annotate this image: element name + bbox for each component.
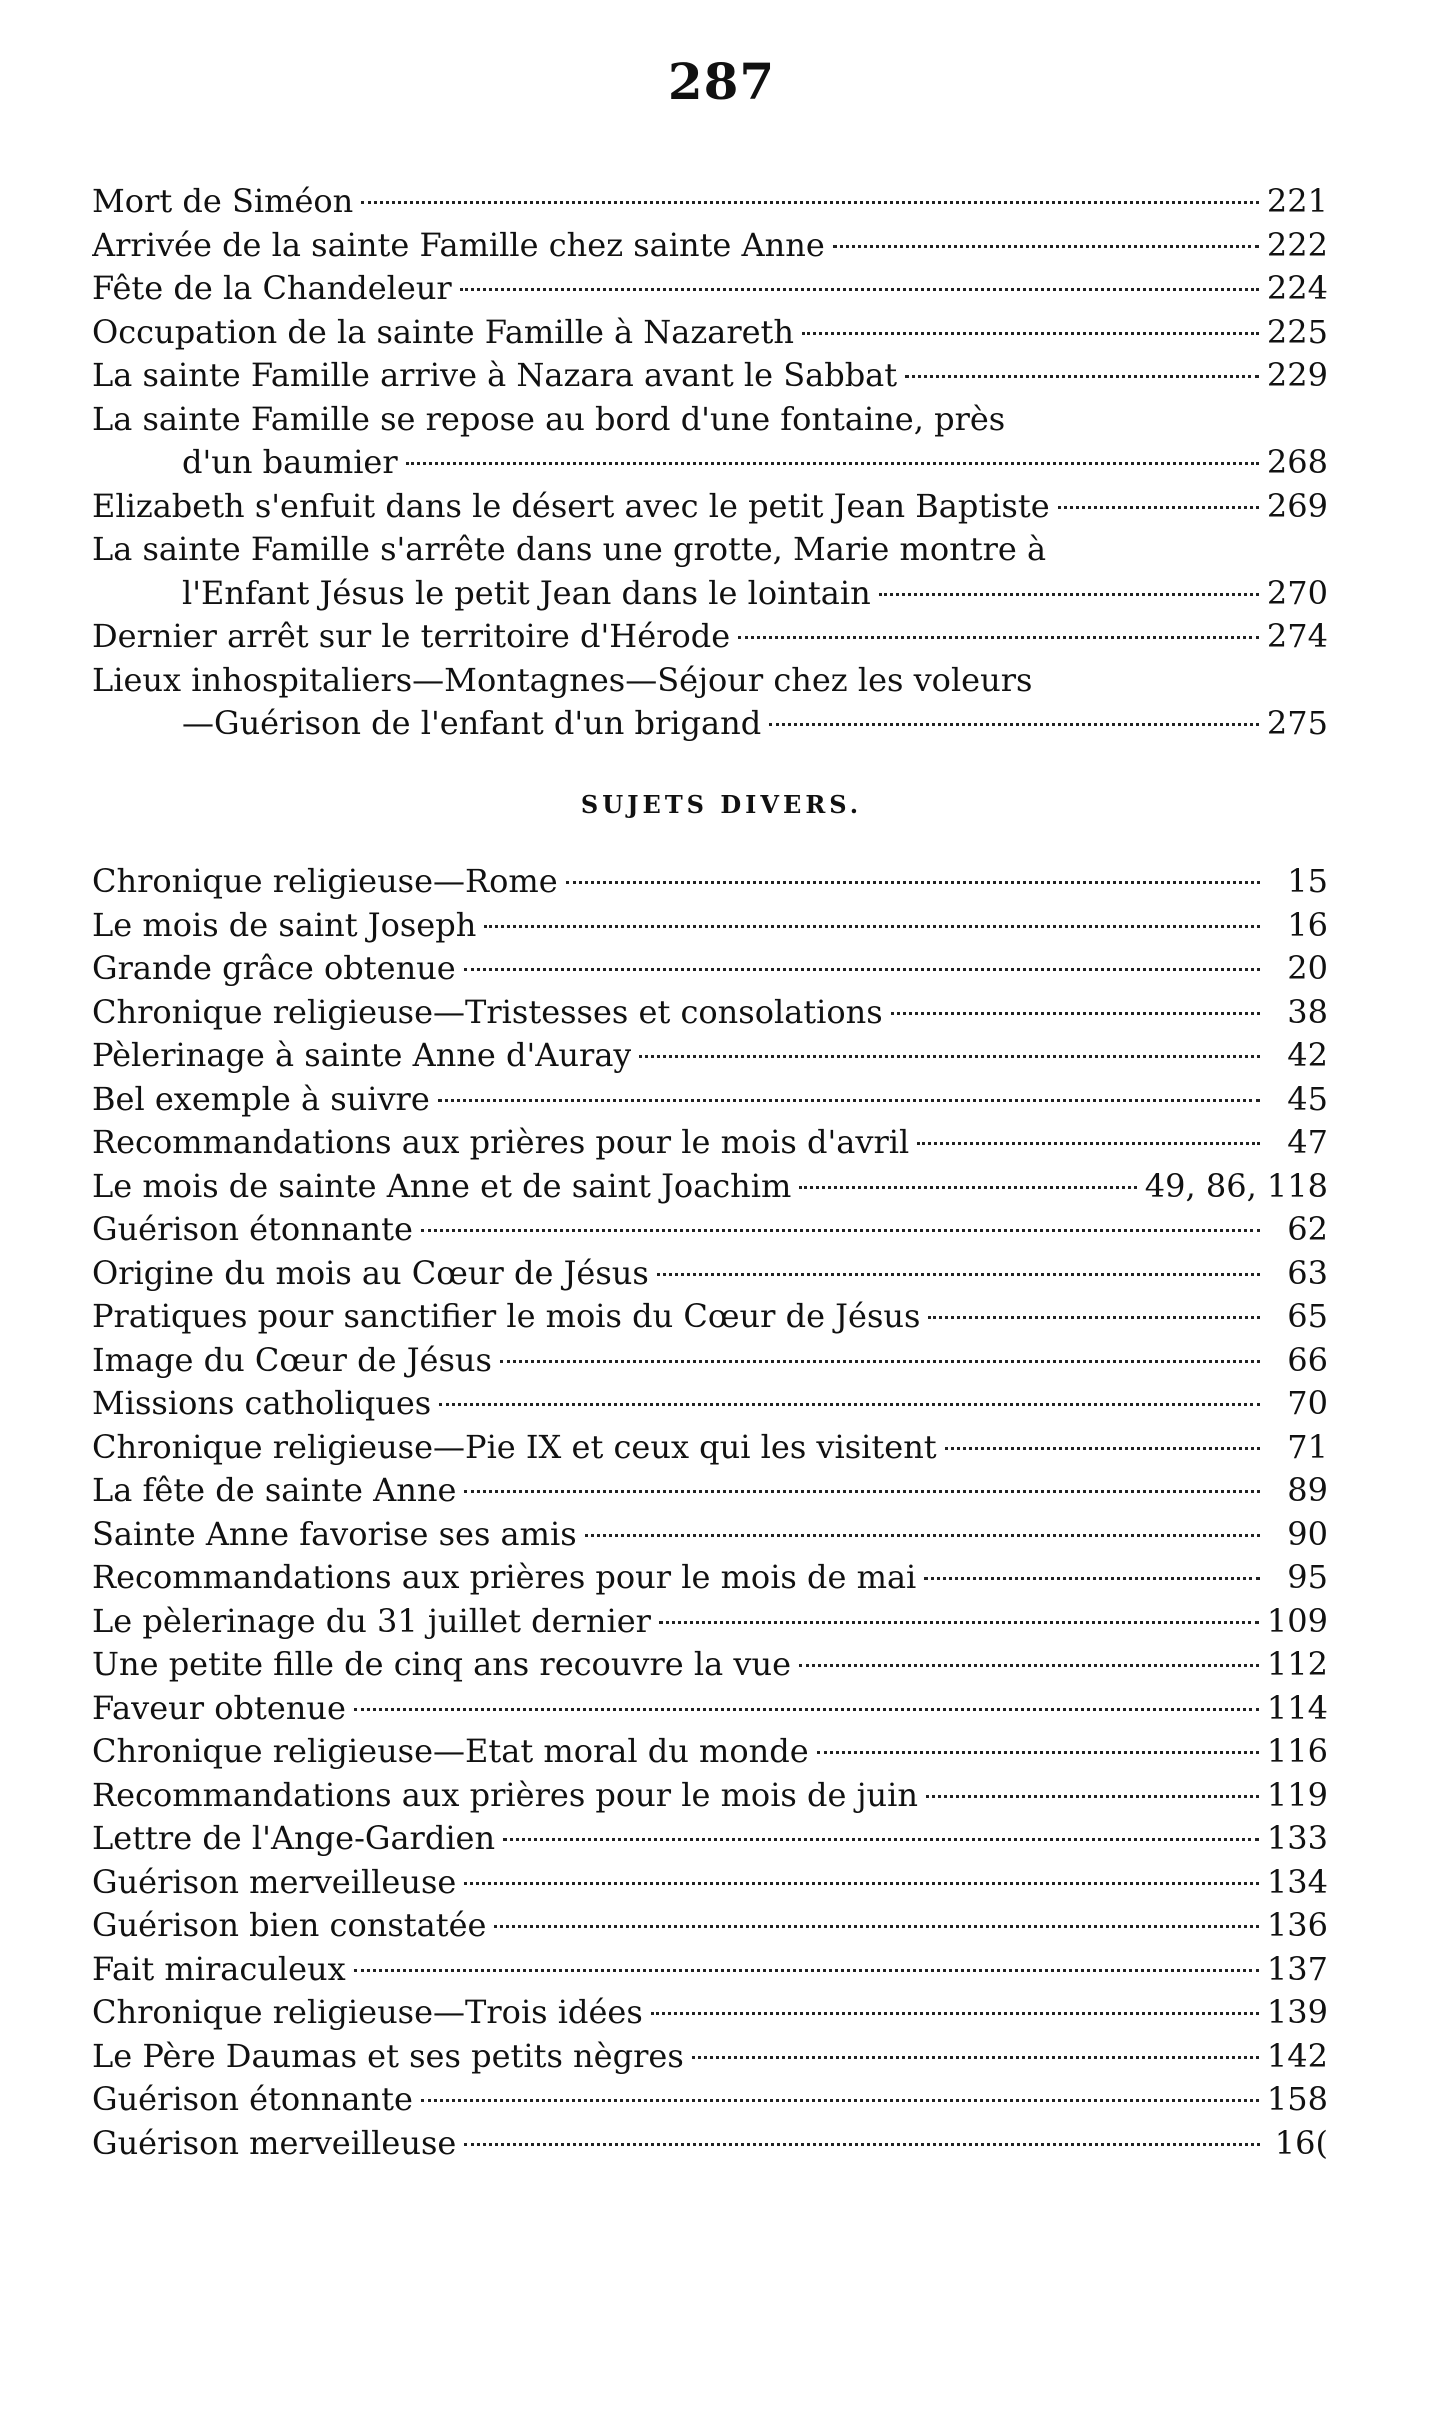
toc-entry-page: 95 — [1287, 1558, 1328, 1596]
toc-entry-page: 142 — [1266, 2036, 1328, 2075]
toc-entry — [92, 860, 1328, 904]
toc-entry — [92, 1948, 1328, 1992]
dot-leader — [833, 245, 1259, 248]
toc-entry-title: Recommandations aux prières pour le mois de juin — [92, 1775, 918, 1814]
toc-entry-page: 16( — [1274, 2123, 1328, 2162]
dot-leader — [438, 1099, 1260, 1102]
toc-entry — [92, 1513, 1328, 1557]
toc-entry-title: Le mois de sainte Anne et de saint Joachim — [92, 1166, 792, 1205]
dot-leader — [651, 2012, 1259, 2015]
toc-entry — [92, 1861, 1328, 1905]
toc-entry-title: Pèlerinage à sainte Anne d'Auray — [92, 1036, 632, 1074]
section-title: SUJETS DIVERS. — [580, 790, 863, 819]
toc-entry-title: Sainte Anne favorise ses amis — [92, 1514, 577, 1553]
toc-entry-title: Le pèlerinage du 31 juillet dernier — [92, 1601, 651, 1640]
toc-entry-title: Guérison bien constatée — [92, 1906, 487, 1944]
dot-leader — [361, 201, 1259, 204]
toc-entry-page: 136 — [1266, 1906, 1328, 1944]
toc-entry — [92, 354, 1328, 398]
dot-leader — [817, 1751, 1259, 1754]
toc-entry-page: 65 — [1287, 1297, 1328, 1335]
toc-entry — [92, 1382, 1328, 1426]
toc-entry-continuation — [92, 441, 1328, 485]
toc-entry-line — [92, 398, 1328, 442]
toc-entry — [92, 991, 1328, 1035]
toc-entry-page: 47 — [1287, 1123, 1328, 1161]
toc-entry — [92, 1817, 1328, 1861]
dot-leader — [464, 1882, 1259, 1885]
toc-entry-title: Mort de Siméon — [92, 182, 354, 220]
dot-leader — [464, 2143, 1260, 2146]
dot-leader — [659, 1621, 1259, 1624]
toc-entry-title-continuation: l'Enfant Jésus le petit Jean dans le lointain — [182, 573, 871, 612]
toc-entry — [92, 1078, 1328, 1122]
toc-entry-page: 270 — [1266, 573, 1328, 612]
toc-entry — [92, 224, 1328, 268]
toc-entry-page: 275 — [1266, 704, 1328, 742]
toc-entry-page: 71 — [1287, 1427, 1328, 1466]
toc-entry — [92, 180, 1328, 224]
toc-entry — [92, 947, 1328, 991]
toc-entry — [92, 1339, 1328, 1383]
dot-leader — [738, 636, 1259, 639]
page-number: 287 — [667, 52, 776, 111]
toc-entry-title: Guérison étonnante — [92, 2080, 413, 2118]
toc-entry — [92, 1643, 1328, 1687]
toc-entry-title: Chronique religieuse—Trois idées — [92, 1993, 643, 2031]
dot-leader — [891, 1012, 1260, 1015]
toc-entry-title: Grande grâce obtenue — [92, 949, 456, 987]
toc-entry-page: 116 — [1266, 1732, 1328, 1770]
dot-leader — [945, 1447, 1260, 1450]
toc-entry-title: Lettre de l'Ange-Gardien — [92, 1819, 496, 1857]
toc-entry — [92, 615, 1328, 659]
dot-leader — [500, 1360, 1260, 1363]
toc-entry — [92, 1687, 1328, 1731]
toc-entry-page: 222 — [1266, 225, 1328, 264]
toc-entry — [92, 2122, 1328, 2166]
dot-leader — [928, 1316, 1260, 1319]
toc-entry-title: Lieux inhospitaliers—Montagnes—Séjour chez les voleurs — [92, 660, 1033, 699]
toc-entry — [92, 1208, 1328, 1252]
dot-leader — [657, 1273, 1260, 1276]
toc-entry-page: 133 — [1266, 1819, 1328, 1857]
toc-entry-title: Guérison merveilleuse — [92, 2123, 457, 2162]
toc-entry-title: Faveur obtenue — [92, 1688, 346, 1727]
dot-leader — [926, 1795, 1259, 1798]
dot-leader — [799, 1664, 1259, 1667]
toc-entry-page: 42 — [1287, 1036, 1328, 1074]
toc-entry-page: 268 — [1266, 443, 1328, 481]
toc-entry — [92, 1556, 1328, 1600]
toc-entry — [92, 1730, 1328, 1774]
toc-entry-page: 90 — [1287, 1514, 1328, 1553]
toc-entry-title: Dernier arrêt sur le territoire d'Hérode — [92, 617, 731, 655]
dot-leader — [639, 1055, 1260, 1058]
dot-leader — [464, 1490, 1260, 1493]
toc-entry-continuation — [92, 572, 1328, 616]
dot-leader — [406, 462, 1259, 465]
toc-entry-page: 63 — [1287, 1253, 1328, 1292]
toc-entry-title: Guérison merveilleuse — [92, 1862, 457, 1901]
toc-entry-title-continuation: —Guérison de l'enfant d'un brigand — [182, 704, 762, 742]
toc-entry — [92, 1034, 1328, 1078]
dot-leader — [464, 968, 1260, 971]
toc-entry-page: 38 — [1287, 992, 1328, 1031]
toc-list-main — [92, 180, 1328, 746]
toc-entry-page: 45 — [1287, 1079, 1328, 1118]
toc-entry-title: Chronique religieuse—Rome — [92, 862, 558, 900]
dot-leader — [460, 288, 1259, 291]
toc-entry-page: 134 — [1266, 1862, 1328, 1901]
toc-entry-title: La fête de sainte Anne — [92, 1471, 457, 1509]
toc-entry — [92, 1904, 1328, 1948]
dot-leader — [566, 881, 1260, 884]
dot-leader — [354, 1969, 1259, 1972]
dot-leader — [769, 723, 1259, 726]
toc-entry — [92, 267, 1328, 311]
dot-leader — [484, 925, 1260, 928]
toc-entry — [92, 2035, 1328, 2079]
toc-entry — [92, 1774, 1328, 1818]
toc-entry-title: La sainte Famille arrive à Nazara avant le Sabbat — [92, 356, 898, 394]
toc-entry-page: 49, 86, 118 — [1144, 1166, 1328, 1205]
toc-entry-title: Chronique religieuse—Etat moral du monde — [92, 1732, 809, 1770]
toc-entry-title: Une petite fille de cinq ans recouvre la vue — [92, 1645, 792, 1683]
dot-leader — [917, 1142, 1260, 1145]
dot-leader — [354, 1708, 1259, 1711]
toc-entry-page: 66 — [1287, 1340, 1328, 1379]
toc-entry-line — [92, 528, 1328, 572]
toc-entry-page: 119 — [1266, 1775, 1328, 1814]
toc-entry — [92, 311, 1328, 355]
toc-entry-title: Le mois de saint Joseph — [92, 905, 477, 944]
toc-entry-page: 139 — [1266, 1993, 1328, 2031]
toc-entry-page: 62 — [1287, 1210, 1328, 1248]
toc-entry-title: Chronique religieuse—Pie IX et ceux qui les visitent — [92, 1427, 937, 1466]
toc-entry — [92, 1121, 1328, 1165]
toc-entry-title: Origine du mois au Cœur de Jésus — [92, 1253, 649, 1292]
toc-entry-page: 15 — [1287, 862, 1328, 900]
toc-entry — [92, 1600, 1328, 1644]
toc-entry-page: 158 — [1266, 2080, 1328, 2118]
toc-entry-page: 16 — [1287, 905, 1328, 944]
toc-list-sujets-divers — [92, 860, 1328, 2165]
dot-leader — [421, 2099, 1259, 2102]
toc-entry-title: Bel exemple à suivre — [92, 1079, 430, 1118]
toc-entry — [92, 1991, 1328, 2035]
toc-entry-title: Guérison étonnante — [92, 1210, 413, 1248]
toc-entry-continuation — [92, 702, 1328, 746]
dot-leader — [421, 1229, 1260, 1232]
toc-entry-title: Chronique religieuse—Tristesses et consolations — [92, 992, 883, 1031]
toc-entry-page: 137 — [1266, 1949, 1328, 1988]
toc-entry-title: La sainte Famille s'arrête dans une grotte, Marie montre à — [92, 530, 1047, 568]
toc-entry-title: Le Père Daumas et ses petits nègres — [92, 2036, 684, 2075]
toc-entry-page: 229 — [1266, 356, 1328, 394]
toc-entry — [92, 1252, 1328, 1296]
toc-entry-title: Image du Cœur de Jésus — [92, 1340, 492, 1379]
toc-entry-page: 114 — [1266, 1688, 1328, 1727]
dot-leader — [503, 1838, 1259, 1841]
dot-leader — [905, 375, 1259, 378]
toc-entry-title: Arrivée de la sainte Famille chez sainte Anne — [92, 225, 825, 264]
dot-leader — [924, 1577, 1260, 1580]
toc-entry-page: 20 — [1287, 949, 1328, 987]
dot-leader — [1058, 506, 1259, 509]
toc-entry-page: 274 — [1266, 617, 1328, 655]
dot-leader — [799, 1186, 1136, 1189]
dot-leader — [439, 1403, 1260, 1406]
toc-entry-title: Pratiques pour sanctifier le mois du Cœur de Jésus — [92, 1297, 921, 1335]
toc-entry-page: 225 — [1266, 312, 1328, 351]
toc-entry — [92, 904, 1328, 948]
toc-entry — [92, 1469, 1328, 1513]
toc-entry-page: 70 — [1287, 1384, 1328, 1422]
toc-entry-title: Fait miraculeux — [92, 1949, 346, 1988]
dot-leader — [692, 2056, 1259, 2059]
toc-entry-title: Missions catholiques — [92, 1384, 432, 1422]
toc-entry — [92, 2078, 1328, 2122]
toc-entry-page: 109 — [1266, 1601, 1328, 1640]
toc-entry-page: 89 — [1287, 1471, 1328, 1509]
toc-entry-title: Recommandations aux prières pour le mois de mai — [92, 1558, 917, 1596]
dot-leader — [494, 1925, 1258, 1928]
toc-entry-title: Elizabeth s'enfuit dans le désert avec le petit Jean Baptiste — [92, 486, 1050, 525]
toc-entry-line — [92, 659, 1328, 703]
toc-entry — [92, 1165, 1328, 1209]
dot-leader — [585, 1534, 1260, 1537]
toc-entry-title: Fête de la Chandeleur — [92, 269, 452, 307]
toc-entry — [92, 485, 1328, 529]
toc-entry-title-continuation: d'un baumier — [182, 443, 398, 481]
toc-entry-page: 224 — [1266, 269, 1328, 307]
toc-entry-page: 221 — [1266, 182, 1328, 220]
toc-entry-title: Recommandations aux prières pour le mois d'avril — [92, 1123, 910, 1161]
toc-entry-page: 112 — [1266, 1645, 1328, 1683]
toc-entry-title: La sainte Famille se repose au bord d'une fontaine, près — [92, 399, 1006, 438]
dot-leader — [802, 332, 1259, 335]
toc-entry — [92, 1295, 1328, 1339]
toc-entry-page: 269 — [1266, 486, 1328, 525]
toc-entry — [92, 1426, 1328, 1470]
toc-entry-title: Occupation de la sainte Famille à Nazareth — [92, 312, 795, 351]
dot-leader — [879, 593, 1259, 596]
